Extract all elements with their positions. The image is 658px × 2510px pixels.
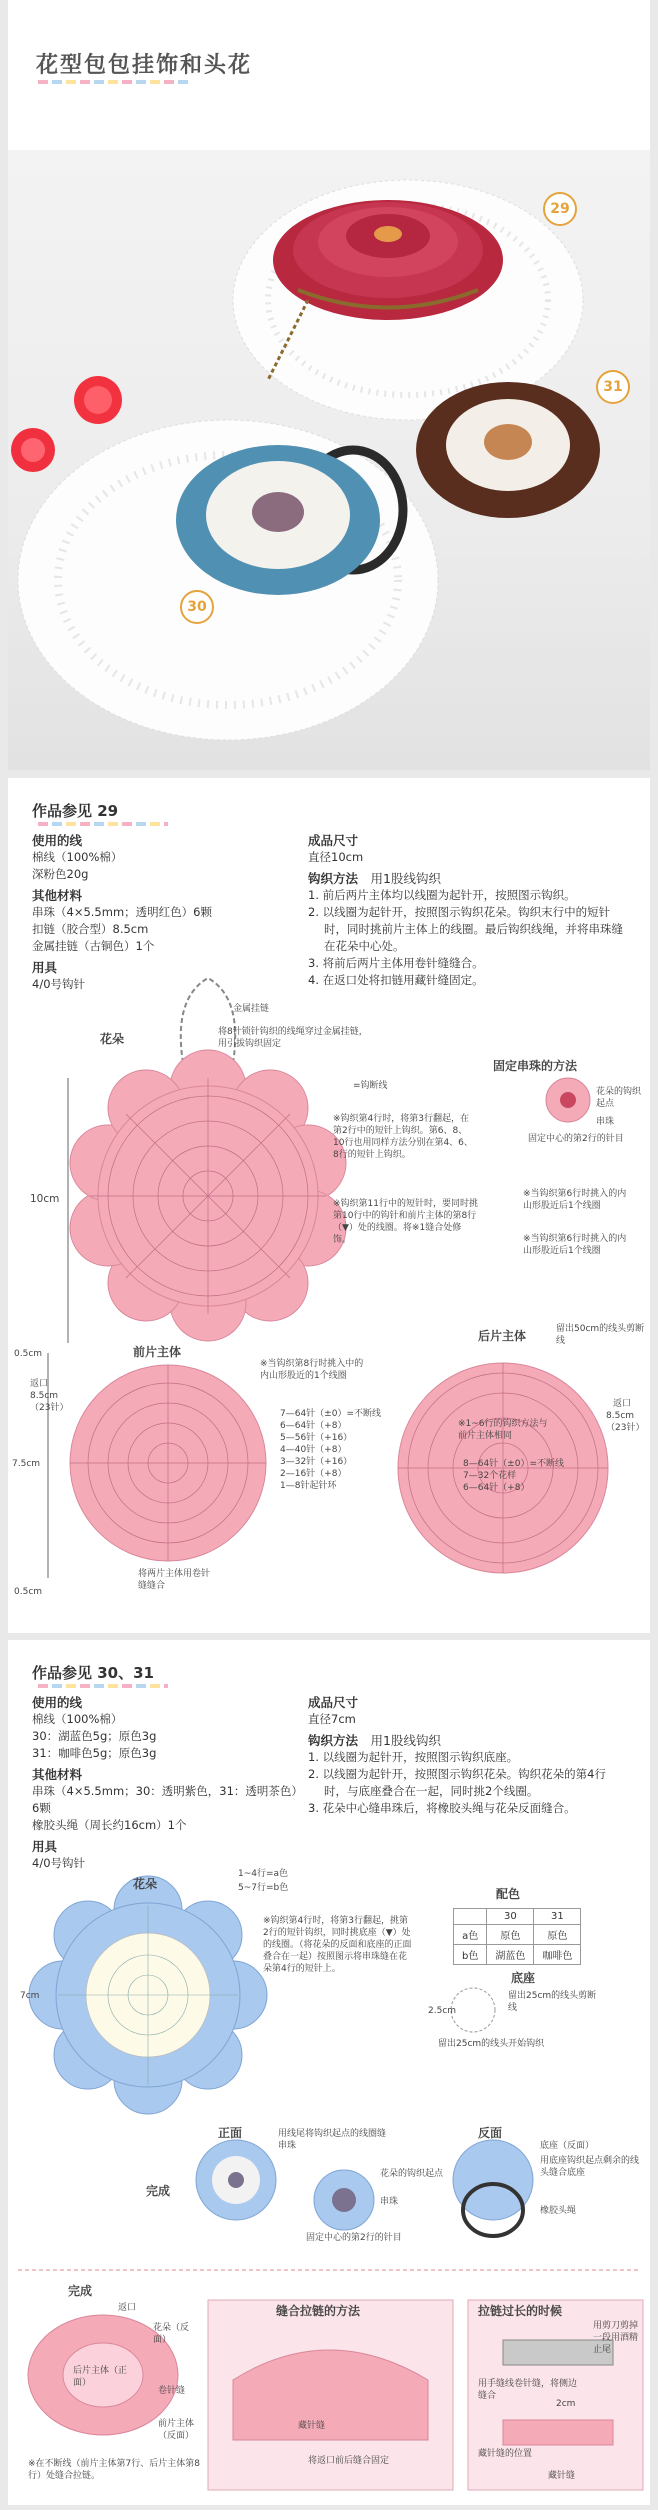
item-30-badge: 30 xyxy=(180,590,214,624)
legend-b: 5~7行=b色 xyxy=(238,1883,289,1893)
material-item: 串珠（4×5.5mm；透明红色）6颗 xyxy=(32,905,212,919)
table-cell: 31 xyxy=(534,1909,581,1925)
zip-front-body: 前片主体（反面） xyxy=(158,2419,195,2441)
color-table xyxy=(453,1908,581,1965)
method-step: 1. 以线圈为起针开，按照图示钩织底座。 xyxy=(308,1750,519,1764)
stitches-right: （23针） xyxy=(606,1423,645,1433)
zip-long-title: 拉链过长的时候 xyxy=(478,2304,563,2318)
zip-long-label-3: 藏针缝的位置 xyxy=(478,2449,533,2459)
back-side-note-3: 橡胶头绳 xyxy=(540,2206,577,2216)
yarn-heading: 使用的线 xyxy=(32,1695,83,1710)
size-value: 直径7cm xyxy=(308,1712,356,1726)
method-step: 1. 前后两片主体均以线圈为起针开，按照图示钩织。 xyxy=(308,888,576,902)
width-right: 8.5cm xyxy=(606,1411,635,1421)
front-rows-list xyxy=(280,1408,400,1492)
zip-method-title: 缝合拉链的方法 xyxy=(276,2304,361,2318)
method-heading: 钩织方法 xyxy=(308,1733,359,1748)
other-materials-heading: 其他材料 xyxy=(32,888,83,903)
table-cell: 30 xyxy=(487,1909,534,1925)
cord-label: =钩断线 xyxy=(353,1081,388,1091)
size-value: 直径10cm xyxy=(308,850,364,864)
item-31-badge: 31 xyxy=(596,370,630,404)
product-photo xyxy=(8,150,650,770)
table-row xyxy=(454,1945,581,1965)
table-cell: a色 xyxy=(454,1925,487,1945)
method-step: 4. 在返口处将扣链用藏针缝固定。 xyxy=(308,973,484,987)
front-side-note-4: 固定中心的第2行的针目 xyxy=(306,2233,402,2243)
chain-label: 金属挂链 xyxy=(233,1004,270,1014)
legend-a: 1~4行=a色 xyxy=(238,1869,289,1879)
note-right-2: ※当钩织第6行时挑入的内山形股近后1个线圈 xyxy=(523,1234,627,1256)
flower-label: 花朵 xyxy=(133,1877,158,1891)
bead-method-title: 固定串珠的方法 xyxy=(493,1059,578,1073)
yarn-amount: 31：咖啡色5g；原色3g xyxy=(32,1746,157,1760)
note-row11: ※钩织第11行中的短针时，要同时挑第10行中的钩针和前片主体的第8行（▼）处的线圈。将※1缝合处修饰。 xyxy=(333,1199,478,1245)
other-materials-heading: 其他材料 xyxy=(32,1767,83,1782)
front-side-title: 正面 xyxy=(218,2126,243,2140)
note-row4: ※钩织第4行时，将第3行翻起，挑第2行的短针钩织，同时挑底座（▼）处的线圈。（将花朵的反面和底座的正面叠合在一起）按照图示将串珠缝在花朵第4行的短针上。 xyxy=(263,1916,412,1974)
front-row-6: 6—64针（+8） xyxy=(280,1421,347,1431)
page-title: 花型包包挂饰和头花 xyxy=(36,53,253,78)
base-note-end: 留出25cm的线头剪断线 xyxy=(508,1991,597,2013)
bead-label-center: 固定中心的第2行的针目 xyxy=(528,1134,624,1144)
table-cell: 咖啡色 xyxy=(534,1945,581,1965)
material-item: 扣链（胶合型）8.5cm xyxy=(32,922,149,936)
table-cell: b色 xyxy=(454,1945,487,1965)
flower-label: 花朵 xyxy=(100,1032,125,1046)
note-right-1: ※当钩织第6行时挑入的内山形股近后1个线圈 xyxy=(523,1189,627,1211)
back-body-title: 后片主体 xyxy=(478,1329,527,1343)
back-row-7: 7—32个花样 xyxy=(463,1471,517,1481)
yarn-type: 棉线（100%棉） xyxy=(32,850,123,864)
method-subtitle: 用1股线钩织 xyxy=(370,1733,441,1748)
tools-heading: 用具 xyxy=(32,1839,58,1854)
zip-long-label-4: 藏针缝 xyxy=(548,2471,576,2481)
zip-method-label-2: 将返口前后缝合固定 xyxy=(308,2456,390,2466)
table-row xyxy=(454,1925,581,1945)
return-left: 返口 xyxy=(30,1379,49,1389)
base-note-start: 留出25cm的线头开始钩织 xyxy=(438,2039,545,2049)
method-step: 3. 将前后两片主体用卷针缝缝合。 xyxy=(308,956,484,970)
base-size: 2.5cm xyxy=(428,2006,457,2016)
photo-page xyxy=(8,0,650,770)
front-row-4: 4—40针（+8） xyxy=(280,1445,347,1455)
return-right: 返口 xyxy=(613,1399,632,1409)
zip-long-note-1: 用剪刀剪掉一段用酒精止尾 xyxy=(593,2321,639,2355)
yarn-heading: 使用的线 xyxy=(32,833,83,848)
front-row-2: 2—16针（+8） xyxy=(280,1469,347,1479)
pattern-page-30-31 xyxy=(8,1640,650,2505)
table-cell: 湖蓝色 xyxy=(487,1945,534,1965)
zip-return: 返口 xyxy=(118,2303,137,2313)
zip-long-2cm: 2cm xyxy=(556,2399,576,2409)
table-cell xyxy=(454,1909,487,1925)
pattern-page-29 xyxy=(8,778,650,1633)
yarn-amount: 30：湖蓝色5g；原色3g xyxy=(32,1729,157,1743)
yarn-amount: 深粉色20g xyxy=(32,867,89,881)
back-rows-title: ※1~6行的钩织方法与前片主体相同 xyxy=(458,1419,548,1441)
front-side-note-1: 用线尾将钩织起点的线圈缝串珠 xyxy=(278,2129,387,2151)
yarn-type: 棉线（100%棉） xyxy=(32,1712,123,1726)
chain-note: 将8针锁针钩织的线绳穿过金属挂链，用引拔钩织固定 xyxy=(218,1027,368,1049)
tool-item: 4/0号钩针 xyxy=(32,1856,86,1870)
method-subtitle: 用1股线钩织 xyxy=(370,871,441,886)
finished-label: 完成 xyxy=(146,2184,171,2198)
back-side-note-2: 用底座钩织起点剩余的线头缝合底座 xyxy=(540,2156,640,2178)
width-left: 8.5cm xyxy=(30,1391,59,1401)
gap-top: 0.5cm xyxy=(14,1349,43,1359)
tools-heading: 用具 xyxy=(32,960,58,975)
flower-size: 7cm xyxy=(20,1991,40,2001)
note-row4: ※钩织第4行时，将第3行翻起，在第2行中的短针上钩织。第6、8、10行也用同样方法分别在第4、6、8行的短针上钩织。 xyxy=(333,1114,473,1160)
pattern-header: 作品参见 29 xyxy=(32,802,119,820)
back-rows-list xyxy=(463,1458,573,1494)
table-cell: 原色 xyxy=(487,1925,534,1945)
zip-flower: 花朵（反面） xyxy=(153,2323,190,2345)
size-heading: 成品尺寸 xyxy=(308,1695,359,1710)
method-step: 2. 以线圈为起针开，按照图示钩织花朵。钩织末行中的短针时，同时挑前片主体上的线圈。最后钩织线绳，并将串珠缝在花朵中心处。 xyxy=(308,905,623,953)
front-side-note-2: 花朵的钩织起点 xyxy=(380,2169,444,2179)
zip-finished-title: 完成 xyxy=(68,2284,93,2298)
flower-size: 10cm xyxy=(30,1193,60,1205)
gap-bottom: 0.5cm xyxy=(14,1587,43,1597)
front-row-7: 7—64针（±0）=不断线 xyxy=(280,1409,381,1419)
material-item: 金属挂链（古铜色）1个 xyxy=(32,939,155,953)
tool-item: 4/0号钩针 xyxy=(32,977,86,991)
zip-method-label-1: 藏针缝 xyxy=(298,2421,326,2431)
back-body-note: 留出50cm的线头剪断线 xyxy=(556,1324,645,1346)
color-title: 配色 xyxy=(496,1887,521,1901)
back-row-6: 6—64针（+8） xyxy=(463,1483,530,1493)
front-join-note: 将两片主体用卷针缝缝合 xyxy=(138,1569,211,1591)
front-row-5: 5—56针（+16） xyxy=(280,1433,353,1443)
method-step: 2. 以线圈为起针开，按照图示钩织花朵。钩织花朵的第4行时，与底座叠合在一起，同时挑2个线圈。 xyxy=(308,1767,606,1798)
front-diameter: 7.5cm xyxy=(12,1459,41,1469)
product-photo-illustration xyxy=(8,150,650,770)
zip-back-body: 后片主体（正面） xyxy=(73,2366,128,2388)
pattern-header: 作品参见 30、31 xyxy=(32,1664,154,1682)
zip-label-whipstitch: 卷针缝 xyxy=(158,2386,186,2396)
front-row-1: 1—8针起针环 xyxy=(280,1481,337,1491)
material-item: 串珠（4×5.5mm；30：透明紫色，31：透明茶色）6颗 xyxy=(32,1784,298,1815)
back-side-note-1: 底座（反面） xyxy=(540,2141,595,2151)
size-heading: 成品尺寸 xyxy=(308,833,359,848)
table-cell: 原色 xyxy=(534,1925,581,1945)
stitches-left: （23针） xyxy=(30,1403,69,1413)
zip-long-note-2: 用手缝线卷针缝，将侧边缝合 xyxy=(478,2379,578,2401)
item-29-badge: 29 xyxy=(543,192,577,226)
base-title: 底座 xyxy=(511,1971,536,1985)
front-body-note: ※当钩织第8行时挑入中的内山形股近的1个线圈 xyxy=(260,1359,364,1381)
material-item: 橡胶头绳（周长约16cm）1个 xyxy=(32,1818,187,1832)
zip-note: ※在不断线（前片主体第7行、后片主体第8行）处缝合拉链。 xyxy=(28,2459,200,2481)
method-step: 3. 花朵中心缝串珠后，将橡胶头绳与花朵反面缝合。 xyxy=(308,1801,576,1815)
back-row-8: 8—64针（±0）=不断线 xyxy=(463,1459,564,1469)
front-body-title: 前片主体 xyxy=(133,1345,182,1359)
front-row-3: 3—32针（+16） xyxy=(280,1457,353,1467)
front-side-note-3: 串珠 xyxy=(380,2197,399,2207)
method-heading: 钩织方法 xyxy=(308,871,359,886)
bead-label-start: 花朵的钩织起点 xyxy=(596,1087,642,1109)
title-underline xyxy=(38,80,188,84)
back-side-title: 反面 xyxy=(478,2126,503,2140)
bead-label-bead: 串珠 xyxy=(596,1117,615,1127)
table-row xyxy=(454,1909,581,1925)
